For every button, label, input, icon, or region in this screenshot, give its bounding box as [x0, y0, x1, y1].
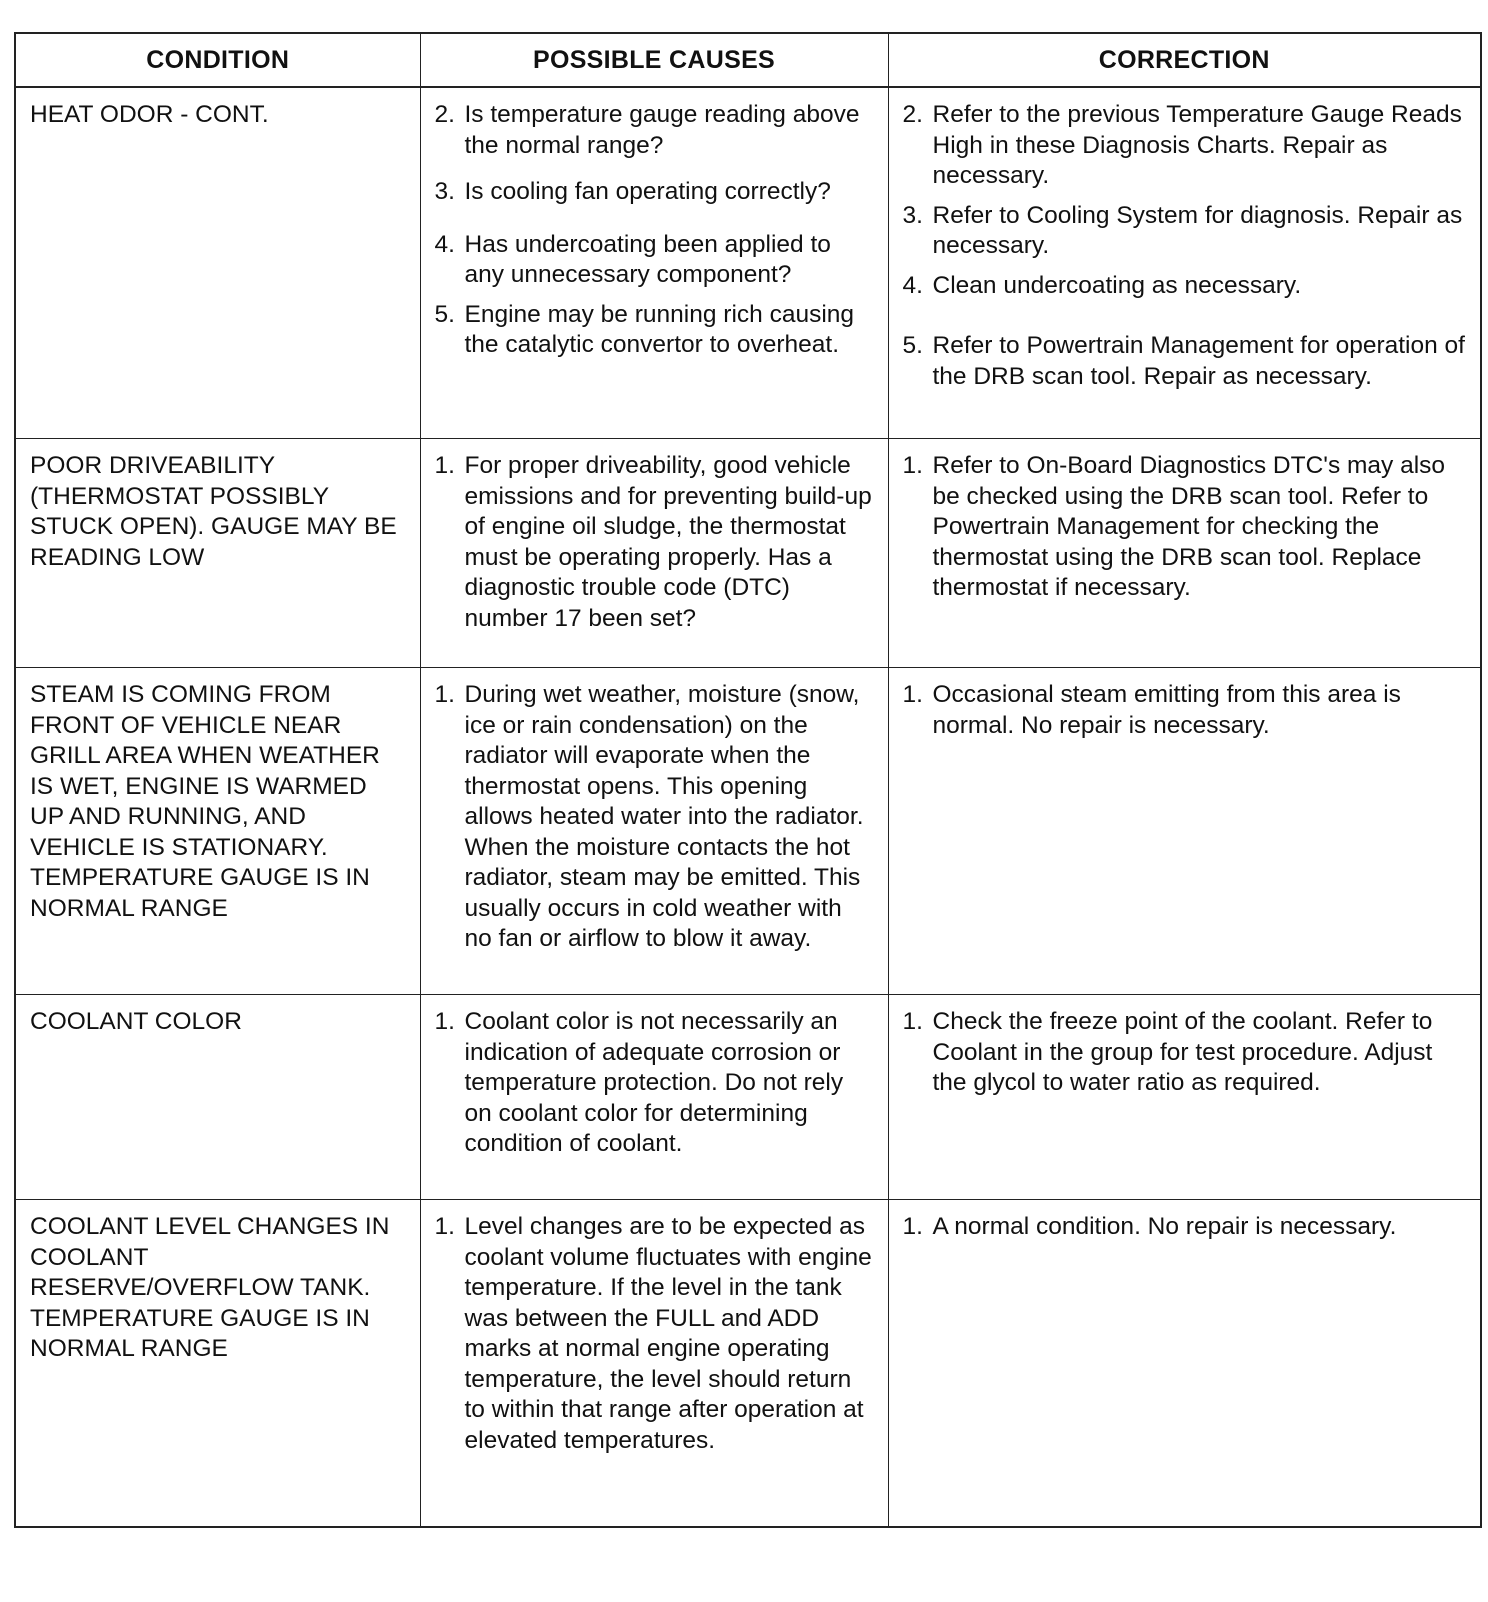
correction-item	[903, 680, 1467, 741]
condition-cell: STEAM IS COMING FROM FRONT OF VEHICLE NEAR GRILL AREA WHEN WEATHER IS WET, ENGINE IS WARMED UP AND RUNNING, AND VEHICLE IS STATIONARY. TEMPERATURE GAUGE IS IN NORMAL RANGE	[15, 668, 420, 995]
item-text: Level changes are to be expected as coolant volume fluctuates with engine temperature. If the level in the tank was between the FULL and ADD marks at normal engine operating temperature, the level should return to within that range after operation at elevated temperatures.	[464, 1213, 872, 1454]
item-number: 1.	[434, 452, 455, 479]
item-number: 1.	[902, 1213, 923, 1240]
diagnosis-chart	[14, 32, 1480, 1528]
condition-cell: COOLANT COLOR	[15, 995, 420, 1200]
table-row	[15, 995, 1481, 1200]
item-text: Clean undercoating as necessary.	[932, 271, 1302, 299]
causes-cell	[420, 668, 888, 995]
causes-cell	[420, 995, 888, 1200]
correction-item	[903, 271, 1467, 302]
condition-cell: HEAT ODOR - CONT.	[15, 87, 420, 439]
header-possible-causes: POSSIBLE CAUSES	[420, 33, 888, 87]
item-number: 4.	[434, 230, 455, 258]
item-number: 3.	[902, 201, 923, 229]
header-condition: CONDITION	[15, 33, 420, 87]
cause-item	[435, 1212, 874, 1456]
item-text: Engine may be running rich causing the catalytic convertor to overheat.	[464, 300, 855, 358]
table-row	[15, 87, 1481, 439]
item-text: Refer to Cooling System for diagnosis. Repair as necessary.	[932, 201, 1463, 259]
item-text: A normal condition. No repair is necessary.	[932, 1213, 1397, 1240]
item-number: 2.	[434, 101, 455, 128]
item-number: 1.	[434, 681, 455, 708]
item-number: 1.	[434, 1213, 455, 1240]
cause-item	[435, 300, 874, 361]
item-number: 1.	[902, 452, 923, 479]
item-text: Is cooling fan operating correctly?	[464, 178, 831, 205]
causes-cell	[420, 87, 888, 439]
correction-cell	[888, 87, 1481, 439]
correction-item	[903, 331, 1467, 392]
causes-cell	[420, 439, 888, 668]
correction-item	[903, 451, 1467, 604]
item-number: 5.	[902, 332, 923, 359]
item-text: Is temperature gauge reading above the normal range?	[464, 101, 860, 159]
correction-cell	[888, 1200, 1481, 1528]
causes-cell	[420, 1200, 888, 1528]
item-text: Coolant color is not necessarily an indication of adequate corrosion or temperature protection. Do not rely on coolant color for determining condition of coolant.	[464, 1008, 844, 1157]
item-number: 1.	[902, 681, 923, 708]
cause-item	[435, 451, 874, 634]
cause-item	[435, 230, 874, 291]
item-text: Occasional steam emitting from this area is normal. No repair is necessary.	[932, 681, 1401, 739]
table-row	[15, 439, 1481, 668]
header-row	[15, 33, 1481, 87]
item-text: During wet weather, moisture (snow, ice or rain condensation) on the radiator will evaporate when the thermostat opens. This opening allows heated water into the radiator. When the moisture contacts the hot radiator, steam may be emitted. This usually occurs in cold weather with no fan or airflow to blow it away.	[464, 681, 864, 952]
header-correction: CORRECTION	[888, 33, 1481, 87]
cause-item	[435, 680, 874, 955]
correction-item	[903, 1007, 1467, 1099]
correction-cell	[888, 439, 1481, 668]
condition-cell: COOLANT LEVEL CHANGES IN COOLANT RESERVE/OVERFLOW TANK. TEMPERATURE GAUGE IS IN NORMAL RANGE	[15, 1200, 420, 1528]
cause-item	[435, 100, 874, 161]
item-number: 4.	[902, 271, 923, 299]
item-number: 1.	[434, 1008, 455, 1035]
correction-item	[903, 100, 1467, 192]
item-number: 2.	[902, 101, 923, 128]
table-row	[15, 1200, 1481, 1528]
diagnosis-table	[14, 32, 1482, 1528]
condition-cell: POOR DRIVEABILITY (THERMOSTAT POSSIBLY STUCK OPEN). GAUGE MAY BE READING LOW	[15, 439, 420, 668]
item-number: 1.	[902, 1008, 923, 1035]
item-text: For proper driveability, good vehicle emissions and for preventing build-up of engine oil sludge, the thermostat must be operating properly. Has a diagnostic trouble code (DTC) number 17 been set?	[464, 452, 872, 632]
item-text: Refer to Powertrain Management for operation of the DRB scan tool. Repair as necessary.	[932, 332, 1465, 390]
item-text: Has undercoating been applied to any unnecessary component?	[464, 230, 831, 288]
item-text: Refer to On-Board Diagnostics DTC's may also be checked using the DRB scan tool. Refer to Powertrain Management for checking the thermostat using the DRB scan tool. Replace thermostat if necessary.	[932, 452, 1446, 601]
correction-item	[903, 1212, 1467, 1243]
item-text: Check the freeze point of the coolant. Refer to Coolant in the group for test procedure. Adjust the glycol to water ratio as required.	[932, 1008, 1433, 1096]
item-number: 5.	[434, 300, 455, 328]
item-number: 3.	[434, 178, 455, 205]
correction-cell	[888, 995, 1481, 1200]
item-text: Refer to the previous Temperature Gauge Reads High in these Diagnosis Charts. Repair as necessary.	[932, 101, 1462, 189]
correction-cell	[888, 668, 1481, 995]
cause-item	[435, 177, 874, 208]
correction-item	[903, 201, 1467, 262]
table-row	[15, 668, 1481, 995]
cause-item	[435, 1007, 874, 1160]
